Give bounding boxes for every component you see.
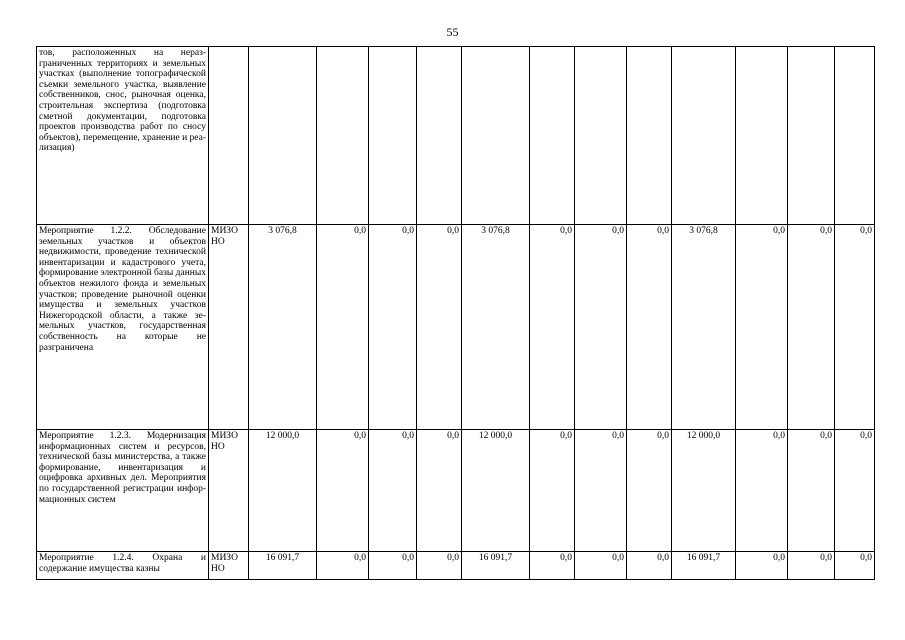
value-cell <box>672 47 736 225</box>
value-cell: 3 076,8 <box>462 225 530 430</box>
value-cell: 0,0 <box>317 430 369 552</box>
value-cell: 0,0 <box>788 430 835 552</box>
value-cell: 0,0 <box>317 225 369 430</box>
page-number: 55 <box>446 25 459 39</box>
value-cell: 0,0 <box>530 552 575 580</box>
value-cell <box>530 47 575 225</box>
executor-cell: МИЗО НО <box>209 552 249 580</box>
table-row <box>37 225 875 430</box>
value-cell: 3 076,8 <box>672 225 736 430</box>
value-cell <box>417 47 462 225</box>
value-cell: 0,0 <box>575 430 627 552</box>
value-cell <box>249 47 317 225</box>
value-cell: 0,0 <box>788 552 835 580</box>
value-cell: 0,0 <box>369 225 417 430</box>
value-cell: 3 076,8 <box>249 225 317 430</box>
activity-description: Мероприятие 1.2.4. Охрана и содержание имущества казны <box>37 552 209 580</box>
value-cell: 0,0 <box>627 430 672 552</box>
value-cell: 12 000,0 <box>249 430 317 552</box>
table-row <box>37 552 875 580</box>
activity-description: Мероприятие 1.2.3. Модернизация информационных систем и ресурсов, технической базы министерства, а также формирование, инвентаризация и оцифровка архивных дел. Мероприятия по государственной регистрации информационных систем <box>37 430 209 552</box>
value-cell <box>835 47 875 225</box>
budget-table <box>36 46 875 580</box>
value-cell <box>462 47 530 225</box>
executor-cell <box>209 47 249 225</box>
value-cell: 16 091,7 <box>462 552 530 580</box>
value-cell: 0,0 <box>835 552 875 580</box>
value-cell: 0,0 <box>835 430 875 552</box>
executor-cell: МИЗО НО <box>209 430 249 552</box>
value-cell: 0,0 <box>417 552 462 580</box>
value-cell: 16 091,7 <box>672 552 736 580</box>
activity-description: Мероприятие 1.2.2. Обследование земельных участков и объектов недвижимости, проведение технической инвентаризации и кадастрового учета, формирование электронной базы данных объектов нежилого фонда и земельных участков; проведение рыночной оценки имущества и земельных участков Нижегородской области, а также земельных участков, государственная собственность на которые не разграничена <box>37 225 209 430</box>
value-cell <box>736 47 788 225</box>
table-row <box>37 47 875 225</box>
value-cell: 12 000,0 <box>462 430 530 552</box>
value-cell: 0,0 <box>530 430 575 552</box>
value-cell: 0,0 <box>627 225 672 430</box>
value-cell: 0,0 <box>575 552 627 580</box>
value-cell: 0,0 <box>736 430 788 552</box>
value-cell <box>317 47 369 225</box>
value-cell: 0,0 <box>530 225 575 430</box>
table-row <box>37 430 875 552</box>
value-cell: 0,0 <box>417 225 462 430</box>
value-cell: 0,0 <box>417 430 462 552</box>
value-cell: 16 091,7 <box>249 552 317 580</box>
value-cell: 0,0 <box>575 225 627 430</box>
value-cell: 0,0 <box>627 552 672 580</box>
executor-cell: МИЗО НО <box>209 225 249 430</box>
value-cell: 12 000,0 <box>672 430 736 552</box>
value-cell: 0,0 <box>788 225 835 430</box>
value-cell <box>627 47 672 225</box>
value-cell: 0,0 <box>369 430 417 552</box>
value-cell <box>575 47 627 225</box>
value-cell: 0,0 <box>736 225 788 430</box>
table-body <box>37 47 875 580</box>
value-cell: 0,0 <box>369 552 417 580</box>
value-cell: 0,0 <box>835 225 875 430</box>
activity-description: тов, расположенных на неразграниченных территориях и земельных участках (выполнение топографической съемки земельного участка, выявление собственников, снос, рыночная оценка, строительная экспертиза (подготовка сметной документации, подготовка проектов производства работ по сносу объектов), перемещение, хранение и реализация) <box>37 47 209 225</box>
value-cell: 0,0 <box>317 552 369 580</box>
value-cell: 0,0 <box>736 552 788 580</box>
value-cell <box>369 47 417 225</box>
value-cell <box>788 47 835 225</box>
